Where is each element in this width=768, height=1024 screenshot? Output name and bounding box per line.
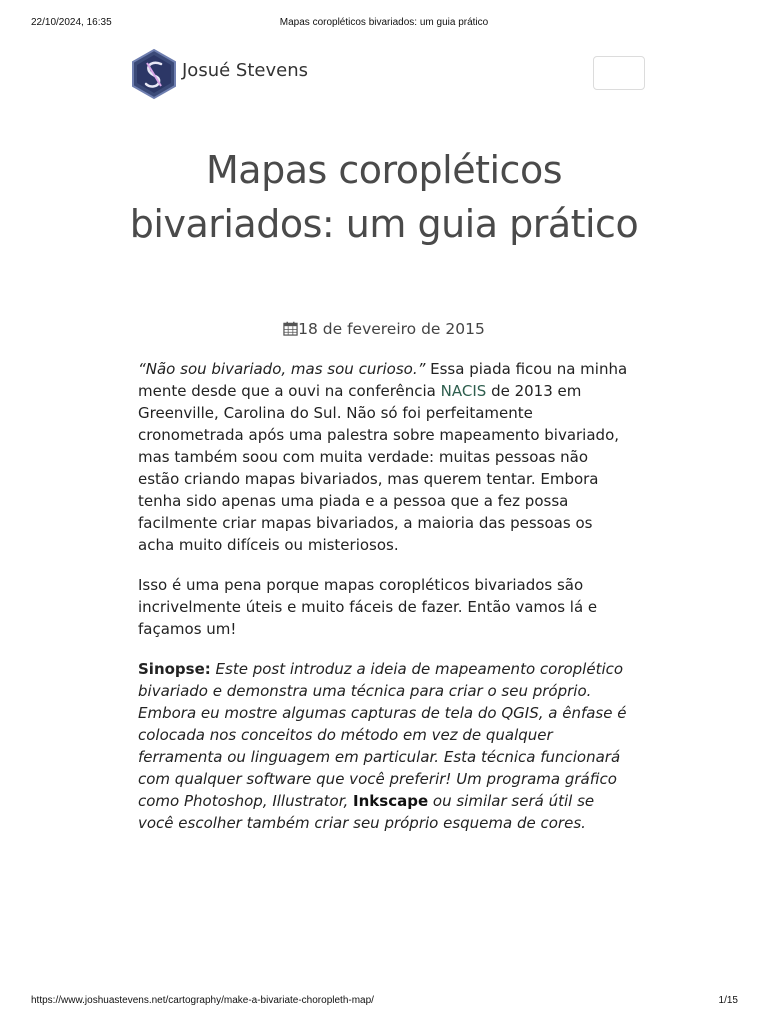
site-logo-icon[interactable]	[128, 48, 180, 100]
article-title: Mapas coropléticos bivariados: um guia prático	[129, 148, 639, 246]
synopsis-text-a: Este post introduz a ideia de mapeamento coroplético bivariado e demonstra uma técnica para criar o seu próprio. Embora eu mostre algumas capturas de tela do QGIS, a ênfase é colocada nos conceitos do método em vez de qualquer ferramenta ou linguagem em particular. Esta técnica funcionará com qualquer software que você preferir! Um programa gráfico como Photoshop, Illustrator,	[138, 660, 627, 810]
inkscape-link[interactable]: Inkscape	[353, 792, 429, 810]
intro-text-a: Essa piada ficou na minha mente desde que a ouvi na conferência	[138, 360, 628, 400]
paragraph-synopsis	[138, 658, 630, 834]
print-page-title: Mapas coropléticos bivariados: um guia prático	[279, 17, 489, 28]
intro-text-b: de 2013 em Greenville, Carolina do Sul. Não só foi perfeitamente cronometrada após uma palestra sobre mapeamento bivariado, mas também soou com muita verdade: muitas pessoas não estão criando mapas bivariados, mas querem tentar. Embora tenha sido apenas uma piada e a pessoa que a fez possa facilmente criar mapas bivariados, a maioria das pessoas os acha muito difíceis ou misteriosos.	[138, 382, 620, 554]
print-page-number: 1/15	[718, 995, 738, 1006]
paragraph-second: Isso é uma pena porque mapas coropléticos bivariados são incrivelmente úteis e muito fáceis de fazer. Então vamos lá e façamos um!	[138, 576, 598, 638]
calendar-icon	[283, 321, 298, 336]
paragraph-intro	[138, 358, 630, 556]
menu-button[interactable]	[593, 56, 645, 90]
print-datetime: 22/10/2024, 16:35	[31, 17, 112, 28]
synopsis-label: Sinopse:	[138, 660, 211, 678]
intro-quote: “Não sou bivariado, mas sou curioso.”	[138, 360, 426, 378]
article-body	[138, 358, 630, 852]
synopsis-text-b: ou similar será útil se você escolher também criar seu próprio esquema de cores.	[138, 792, 595, 832]
nacis-link[interactable]: NACIS	[440, 382, 487, 400]
article-date-line	[0, 320, 768, 338]
site-header	[128, 48, 648, 100]
print-url: https://www.joshuastevens.net/cartography/make-a-bivariate-choropleth-map/	[31, 995, 374, 1006]
site-name[interactable]: Josué Stevens	[182, 60, 308, 81]
article-date: 18 de fevereiro de 2015	[298, 320, 485, 338]
